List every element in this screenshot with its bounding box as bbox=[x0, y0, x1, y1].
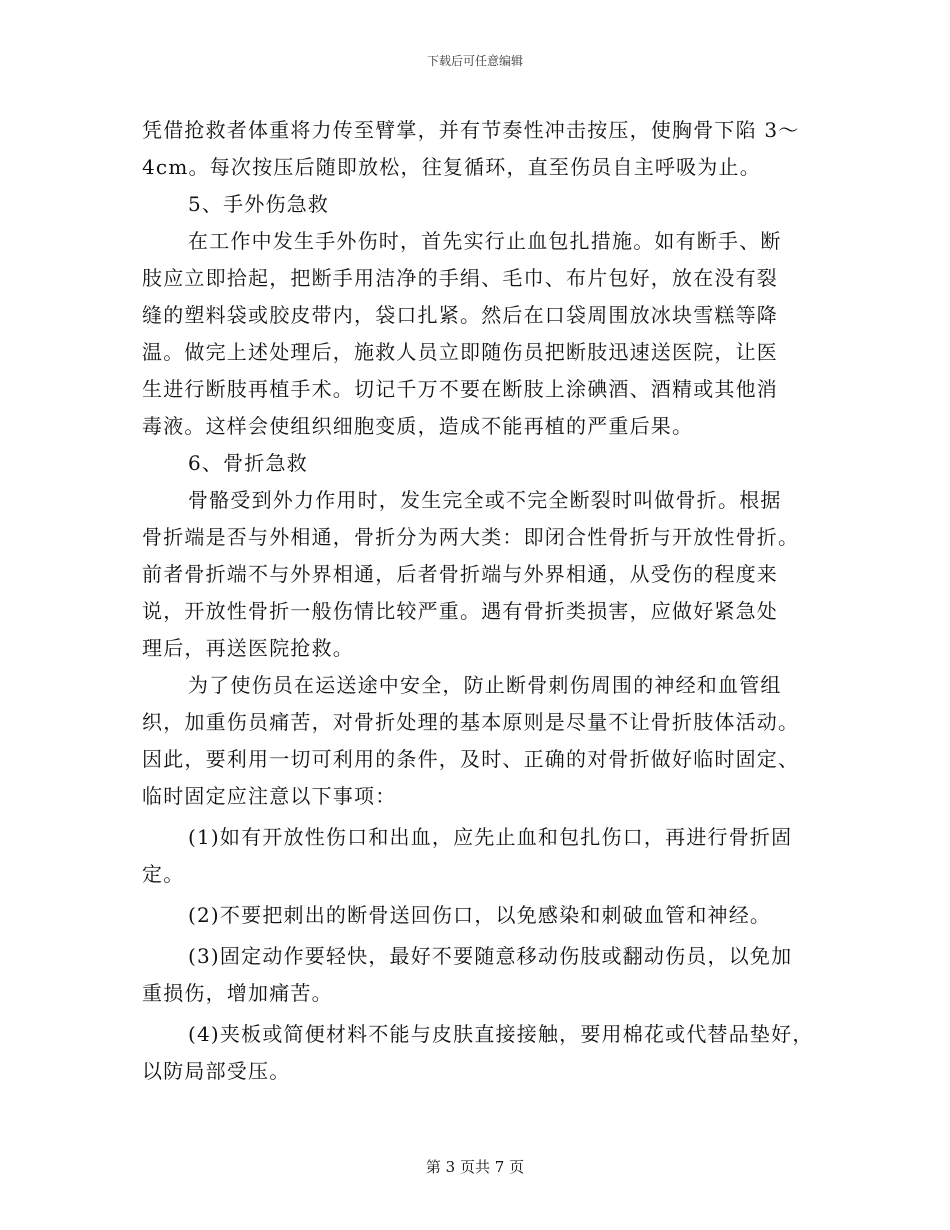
list-item-1: (1)如有开放性伤口和出血，应先止血和包扎伤口，再进行骨折固 bbox=[188, 825, 793, 849]
section-heading-fracture: 6、骨折急救 bbox=[188, 451, 308, 475]
text-line: 以防局部受压。 bbox=[142, 1059, 291, 1083]
document-body bbox=[142, 112, 814, 1090]
text-line: 生进行断肢再植手术。切记千万不要在断肢上涂碘酒、酒精或其他消 bbox=[142, 377, 778, 401]
list-item-2: (2)不要把刺出的断骨送回伤口，以免感染和刺破血管和神经。 bbox=[188, 903, 772, 927]
text-line: 临时固定应注意以下事项： bbox=[142, 784, 397, 808]
text-line: 因此，要利用一切可利用的条件，及时、正确的对骨折做好临时固定、 bbox=[142, 747, 800, 771]
list-item-4: (4)夹板或简便材料不能与皮肤直接接触，要用棉花或代替品垫好， bbox=[188, 1022, 814, 1046]
text-line: 肢应立即拾起，把断手用洁净的手绢、毛巾、布片包好，放在没有裂 bbox=[142, 266, 778, 290]
text-line: 4cm。每次按压后随即放松，往复循环，直至伤员自主呼吸为止。 bbox=[142, 155, 761, 179]
text-line: 前者骨折端不与外界相通，后者骨折端与外界相通，从受伤的程度来 bbox=[142, 562, 778, 586]
page-number: 第 3 页共 7 页 bbox=[425, 1158, 525, 1176]
text-line: 织，加重伤员痛苦，对骨折处理的基本原则是尽量不让骨折肢体活动。 bbox=[142, 710, 800, 734]
text-line: 温。做完上述处理后，施救人员立即随伤员把断肢迅速送医院，让医 bbox=[142, 340, 778, 364]
list-item-3: (3)固定动作要轻快，最好不要随意移动伤肢或翻动伤员，以免加 bbox=[188, 944, 793, 968]
text-line: 定。 bbox=[142, 862, 185, 886]
text-line: 在工作中发生手外伤时，首先实行止血包扎措施。如有断手、断 bbox=[188, 229, 782, 253]
page-header-note: 下载后可任意编辑 bbox=[426, 54, 523, 68]
text-line: 理后，再送医院抢救。 bbox=[142, 636, 354, 660]
section-heading-hand-injury: 5、手外伤急救 bbox=[188, 192, 330, 216]
text-line: 为了使伤员在运送途中安全，防止断骨刺伤周围的神经和血管组 bbox=[188, 673, 782, 697]
text-line: 毒液。这样会使组织细胞变质，造成不能再植的严重后果。 bbox=[142, 414, 694, 438]
text-line: 凭借抢救者体重将力传至臂掌，并有节奏性冲击按压，使胸骨下陷 3～ bbox=[142, 118, 800, 142]
text-line: 重损伤，增加痛苦。 bbox=[142, 981, 333, 1005]
text-line: 骨骼受到外力作用时，发生完全或不完全断裂时叫做骨折。根据 bbox=[188, 488, 782, 512]
text-line: 缝的塑料袋或胶皮带内，袋口扎紧。然后在口袋周围放冰块雪糕等降 bbox=[142, 303, 778, 327]
text-line: 说，开放性骨折一般伤情比较严重。遇有骨折类损害，应做好紧急处 bbox=[142, 599, 778, 623]
text-line: 骨折端是否与外相通，骨折分为两大类：即闭合性骨折与开放性骨折。 bbox=[142, 525, 800, 549]
